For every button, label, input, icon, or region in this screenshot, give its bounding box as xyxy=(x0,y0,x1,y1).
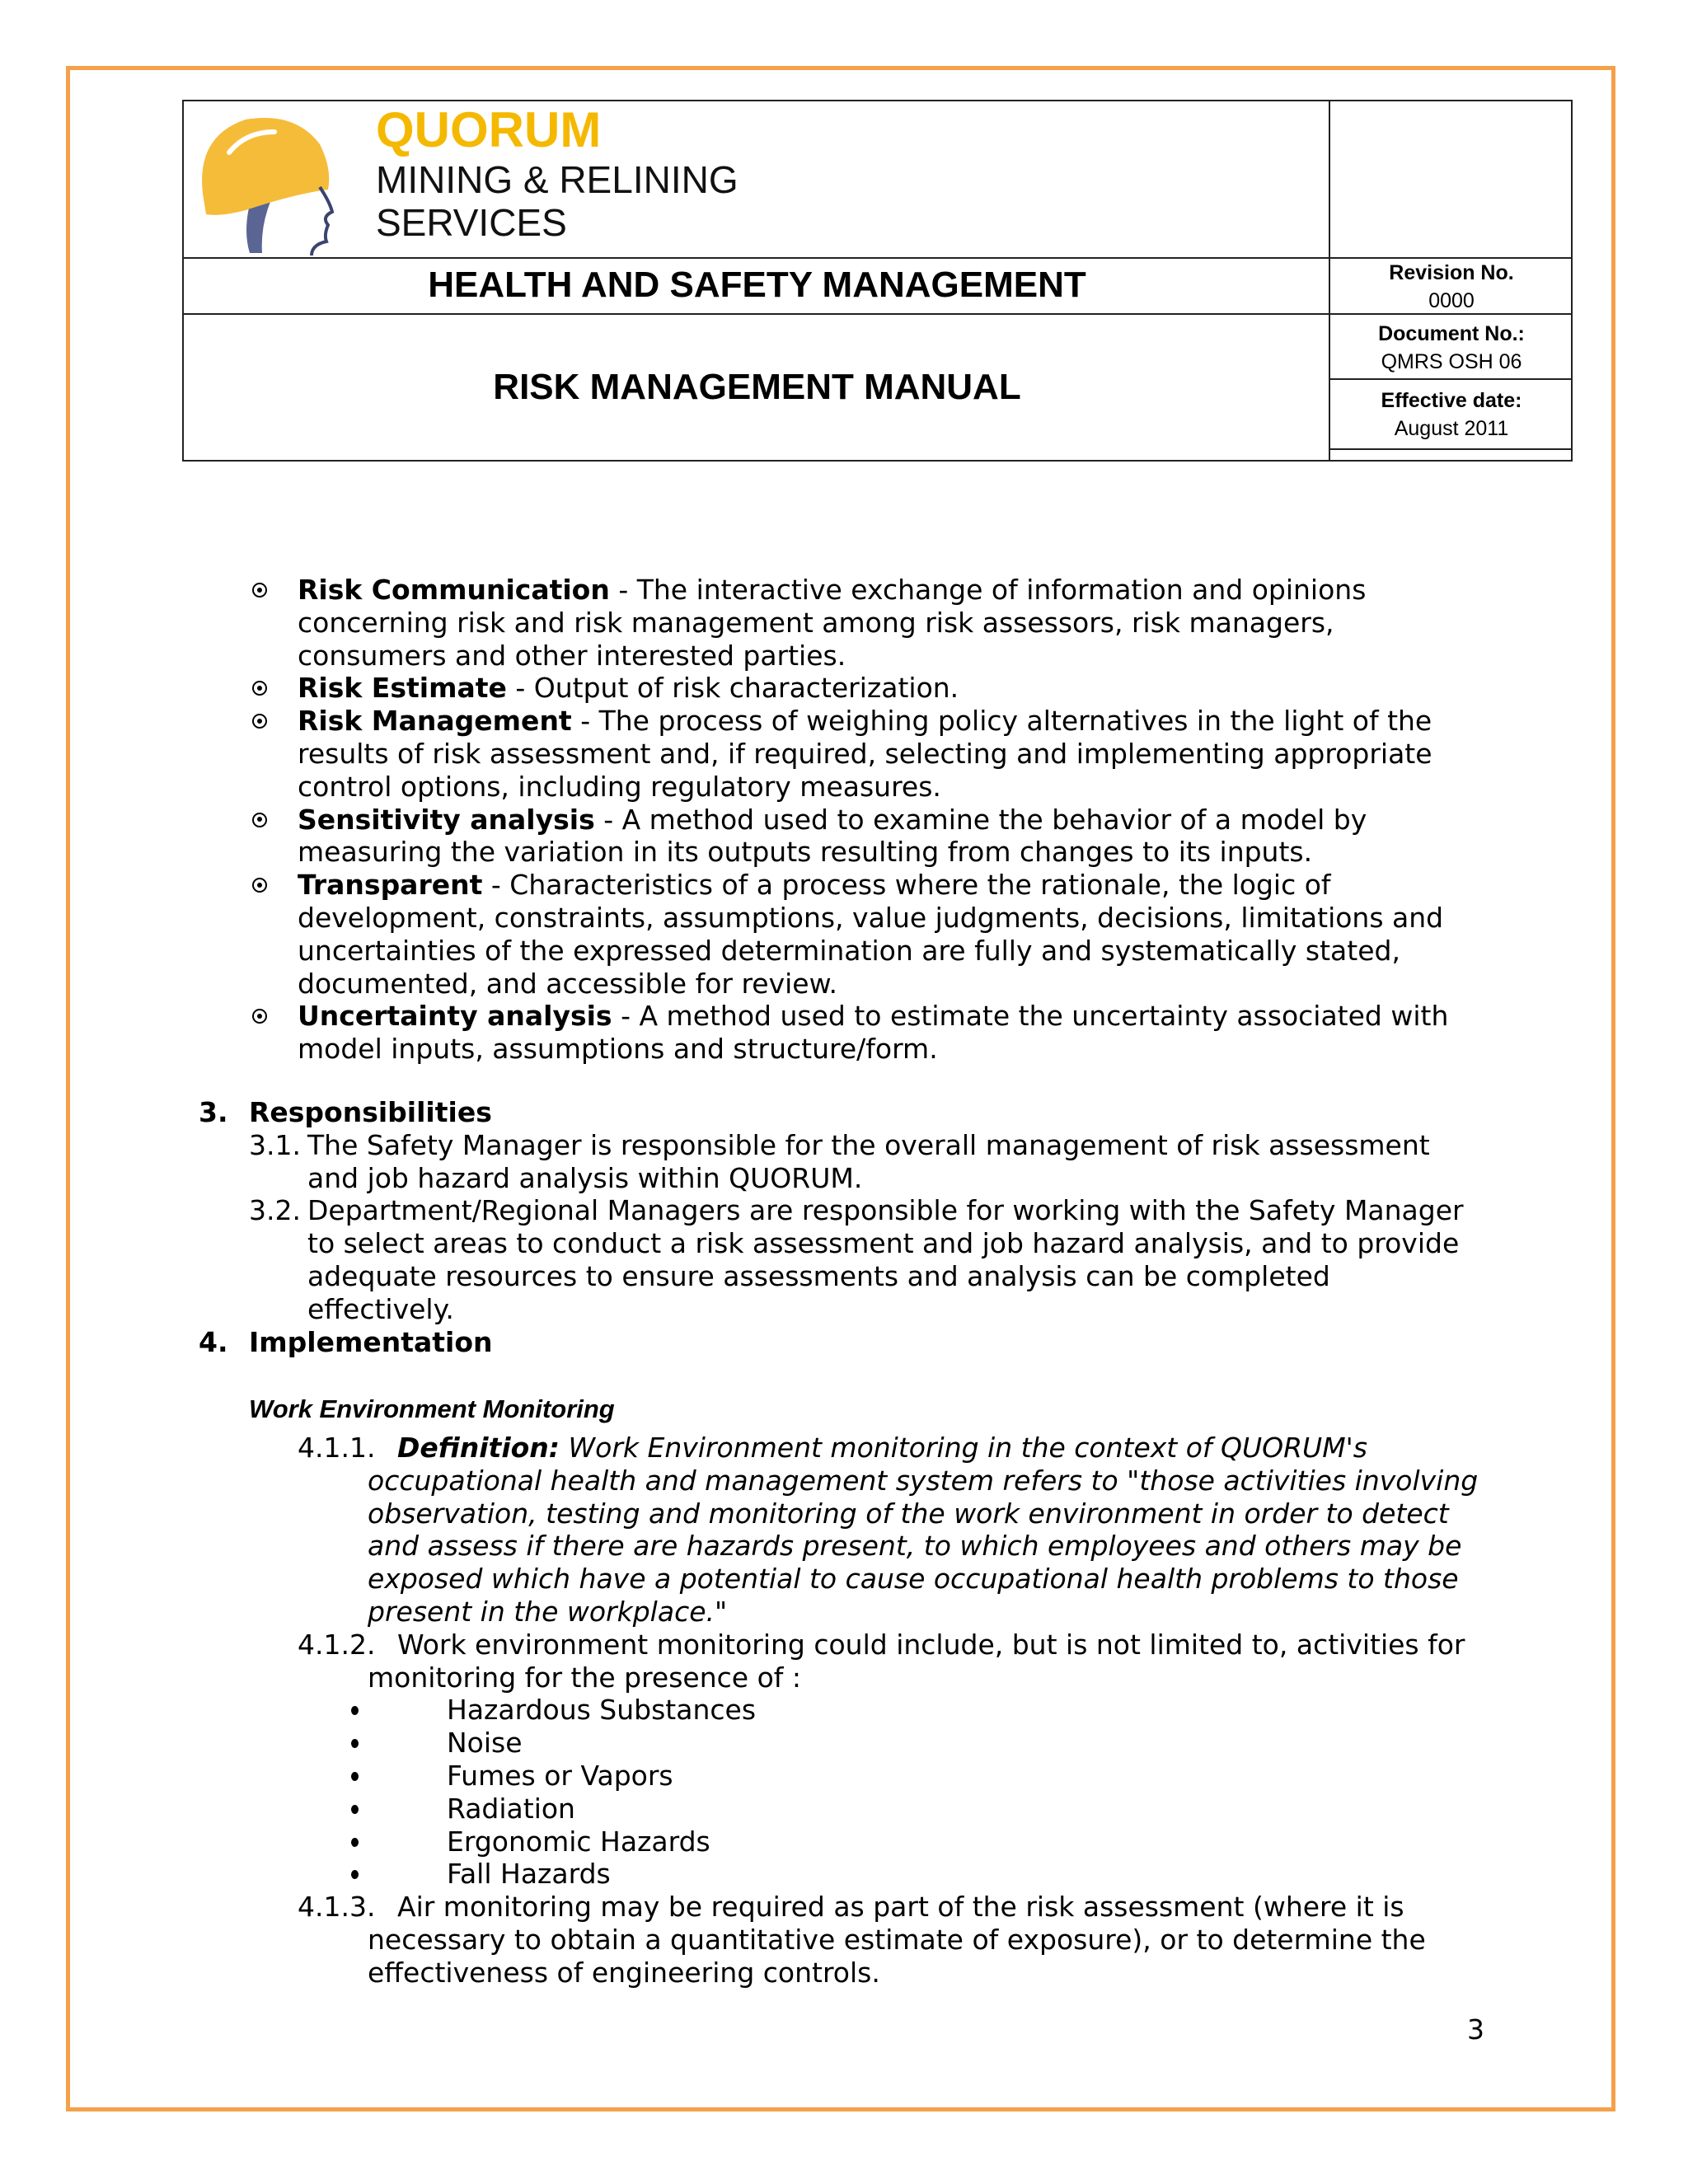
definition-text: documented, and accessible for review. xyxy=(298,967,838,1000)
hazard-item: Hazardous Substances xyxy=(447,1694,757,1727)
definition-term: Risk Communication xyxy=(298,574,610,606)
definition-text: - A method used to estimate the uncertainty associated with xyxy=(612,1000,1449,1033)
item-text: present in the workplace." xyxy=(368,1596,728,1628)
definition-text: - The process of weighing policy alternatives in the light of the xyxy=(571,705,1432,738)
row-divider xyxy=(1329,378,1573,380)
item-text: and assess if there are hazards present, to which employees and others may be xyxy=(368,1530,1462,1563)
item-text: observation, testing and monitoring of the work environment in order to detect xyxy=(368,1497,1449,1530)
item-text: monitoring for the presence of : xyxy=(368,1661,802,1694)
effective-date-label: Effective date: xyxy=(1381,389,1522,412)
hazard-item: Fall Hazards xyxy=(447,1858,611,1891)
item-text: Work environment monitoring could include, but is not limited to, activities for xyxy=(397,1628,1465,1661)
definition-text: consumers and other interested parties. xyxy=(298,639,846,672)
row-divider xyxy=(184,313,1573,315)
revision-label: Revision No. xyxy=(1389,261,1514,284)
definition-text: concerning risk and risk management among risk assessors, risk managers, xyxy=(298,606,1334,639)
item-text xyxy=(397,1432,1367,1465)
item-text: to select areas to conduct a risk assessment and job hazard analysis, and to provide xyxy=(307,1227,1460,1260)
effective-date-value: August 2011 xyxy=(1394,417,1509,440)
item-text: necessary to obtain a quantitative estimate of exposure), or to determine the xyxy=(368,1924,1426,1956)
item-text: Air monitoring may be required as part of the risk assessment (where it is xyxy=(397,1891,1404,1924)
definition-item xyxy=(298,1000,1448,1033)
definition-text: - Characteristics of a process where the rationale, the logic of xyxy=(482,869,1331,902)
definition-text: - The interactive exchange of information and opinions xyxy=(609,574,1367,606)
definition-text: development, constraints, assumptions, value judgments, decisions, limitations and xyxy=(298,902,1444,934)
document-number-label: Document No.: xyxy=(1378,322,1525,345)
hardhat-head-icon xyxy=(196,111,349,255)
bullet-icon xyxy=(351,1838,359,1847)
item-text: effectively. xyxy=(307,1292,454,1325)
bullet-icon xyxy=(351,1805,359,1814)
definition-item xyxy=(298,672,959,705)
definition-term: Uncertainty analysis xyxy=(298,1000,612,1033)
document-number-value: QMRS OSH 06 xyxy=(1381,350,1522,373)
item-number: 3.2. xyxy=(249,1194,301,1227)
hazard-item: Fumes or Vapors xyxy=(447,1760,673,1792)
item-text: and job hazard analysis within QUORUM. xyxy=(307,1161,863,1194)
definition-label: Definition: xyxy=(397,1432,560,1464)
definition-text: - Output of risk characterization. xyxy=(506,672,959,705)
definition-item xyxy=(298,869,1331,902)
page-number: 3 xyxy=(1467,2013,1484,2046)
item-text: Department/Regional Managers are responsible for working with the Safety Manager xyxy=(307,1194,1464,1227)
definition-text: measuring the variation in its outputs resulting from changes to its inputs. xyxy=(298,836,1313,869)
item-text: The Safety Manager is responsible for the overall management of risk assessment xyxy=(307,1128,1430,1161)
row-divider xyxy=(1329,448,1573,450)
item-number: 4.1.2. xyxy=(298,1628,376,1661)
definition-term: Risk Management xyxy=(298,705,572,738)
revision-value: 0000 xyxy=(1428,289,1475,312)
company-subtitle-line2: SERVICES xyxy=(376,201,567,244)
definition-item xyxy=(298,804,1367,837)
document-header xyxy=(182,100,1573,462)
definition-term: Sensitivity analysis xyxy=(298,803,595,836)
item-text: occupational health and management system refers to "those activities involving xyxy=(368,1464,1479,1497)
definition-text: control options, including regulatory measures. xyxy=(298,770,941,803)
definition-item xyxy=(298,705,1432,738)
item-number: 3.1. xyxy=(249,1128,301,1161)
item-text: Work Environment monitoring in the context of QUORUM's xyxy=(560,1432,1367,1464)
section-title: HEALTH AND SAFETY MANAGEMENT xyxy=(428,265,1086,305)
document-title: RISK MANAGEMENT MANUAL xyxy=(493,367,1021,407)
section-heading: Responsibilities xyxy=(249,1096,492,1128)
item-text: exposed which have a potential to cause occupational health problems to those xyxy=(368,1563,1459,1596)
hazard-item: Ergonomic Hazards xyxy=(447,1825,710,1858)
item-text: adequate resources to ensure assessments and analysis can be completed xyxy=(307,1260,1330,1292)
definition-item xyxy=(298,574,1366,607)
section-heading: Implementation xyxy=(249,1325,493,1358)
hazard-item: Radiation xyxy=(447,1792,575,1825)
definition-text: - A method used to examine the behavior of a model by xyxy=(594,803,1367,836)
row-divider xyxy=(184,257,1573,259)
subheading: Work Environment Monitoring xyxy=(249,1394,615,1423)
item-text: effectiveness of engineering controls. xyxy=(368,1956,880,1989)
company-subtitle-line1: MINING & RELINING xyxy=(376,158,738,201)
definition-text: results of risk assessment and, if required, selecting and implementing appropriate xyxy=(298,738,1432,770)
company-name: QUORUM xyxy=(376,102,602,157)
definition-text: model inputs, assumptions and structure/form. xyxy=(298,1033,938,1066)
bullet-icon xyxy=(351,1772,359,1781)
item-number: 4.1.3. xyxy=(298,1891,376,1924)
definition-text: uncertainties of the expressed determination are fully and systematically stated, xyxy=(298,934,1400,967)
definition-term: Transparent xyxy=(298,869,483,902)
radio-bullet-icon xyxy=(252,583,267,598)
hazard-item: Noise xyxy=(447,1727,523,1760)
item-number: 4.1.1. xyxy=(298,1432,376,1464)
section-number: 3. xyxy=(199,1096,228,1128)
radio-bullet-icon xyxy=(252,813,267,827)
section-number: 4. xyxy=(199,1325,228,1358)
definition-term: Risk Estimate xyxy=(298,672,507,705)
